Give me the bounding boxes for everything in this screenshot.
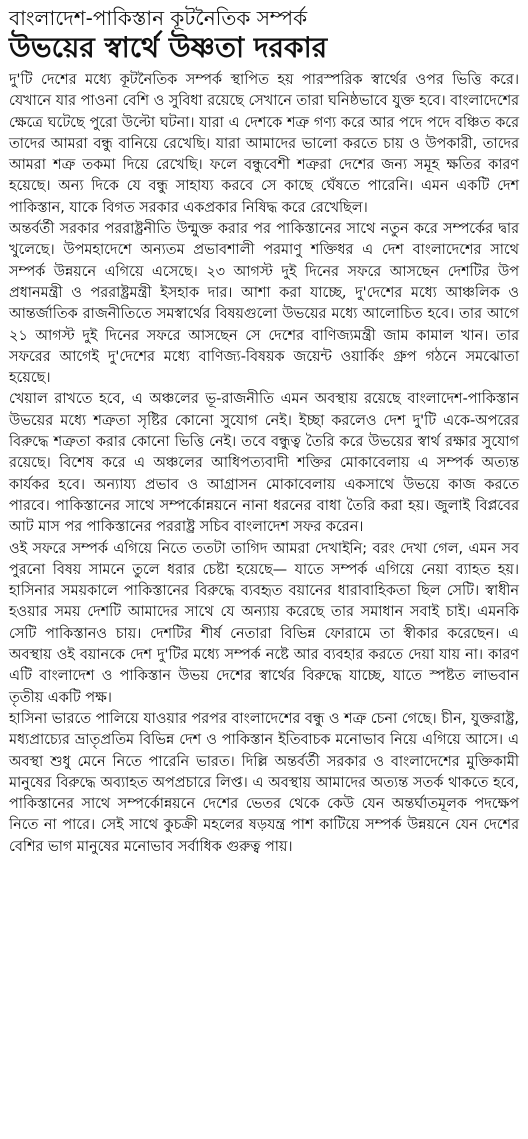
article-headline: উভয়ের স্বার্থে উষ্ণতা দরকার	[9, 31, 328, 64]
article-paragraph: দু'টি দেশের মধ্যে কূটনৈতিক সম্পর্ক স্থাপিত হয় পারস্পরিক স্বার্থের ওপর ভিত্তি করে। যেখানে যার পাওনা বেশি ও সুবিধা রয়েছে সেখানে তারা ঘনিষ্ঠভাবে যুক্ত হবে। বাংলাদেশের ক্ষেত্রে ঘটেছে পুরো উল্টো ঘটনা। যারা এ দেশকে শত্রু গণ্য করে আর পদে পদে বঞ্চিত করে তাদের আমরা বন্ধু বানিয়ে রেখেছি। যারা আমাদের ভালো করতে চায় ও উপকারী, তাদের আমরা শত্রু তকমা দিয়ে রেখেছি। ফলে বন্ধুবেশী শত্রুরা দেশের জন্য সমূহ ক্ষতির কারণ হয়েছে। অন্য দিকে যে বন্ধু সাহায্য করবে সে কাছে ঘেঁষতে পারেনি। এমন একটি দেশ পাকিস্তান, যাকে বিগত সরকার একপ্রকার নিষিদ্ধ করে রেখেছিল।	[9, 72, 519, 216]
article-paragraph: খেয়াল রাখতে হবে, এ অঞ্চলের ভূ-রাজনীতি এমন অবস্থায় রয়েছে বাংলাদেশ-পাকিস্তান উভয়ের মধ্যে শত্রুতা সৃষ্টির কোনো সুযোগ নেই। ইচ্ছা করলেও দেশ দু'টি একে-অপরের বিরুদ্ধে শত্রুতা করার কোনো ভিত্তি নেই। তবে বন্ধুত্ব তৈরি করে উভয়ের স্বার্থ রক্ষার সুযোগ রয়েছে। বিশেষ করে এ অঞ্চলের আধিপত্যবাদী শক্তির মোকাবেলায় এ সম্পর্ক অত্যন্ত কার্যকর হবে। অন্যায্য প্রভাব ও আগ্রাসন মোকাবেলায় একসাথে উভয়ে কাজ করতে পারবে। পাকিস্তানের সাথে সম্পর্কোন্নয়নে নানা ধরনের বাধা তৈরি করা হয়। জুলাই বিপ্লবের আট মাস পর পাকিস্তানের পররাষ্ট্র সচিব বাংলাদেশ সফর করেন।	[9, 391, 519, 536]
article-paragraph: ওই সফরে সম্পর্ক এগিয়ে নিতে ততটা তাগিদ আমরা দেখাইনি; বরং দেখা গেল, এমন সব পুরনো বিষয় সামনে তুলে ধরার চেষ্টা হয়েছে— যাতে সম্পর্ক এগিয়ে নেয়া ব্যাহত হয়। হাসিনার সময়কালে পাকিস্তানের বিরুদ্ধে ব্যবহৃত বয়ানের ধারাবাহিকতা ছিল সেটি। স্বাধীন হওয়ার সময় দেশটি আমাদের সাথে যে অন্যায় করেছে তার সমাধান সবাই চাই। এমনকি সেটি পাকিস্তানও চায়। দেশটির শীর্ষ নেতারা বিভিন্ন ফোরামে তা স্বীকার করেছেন। এ অবস্থায় ওই বয়ানকে দেশ দু'টির মধ্যে সম্পর্ক নষ্টে আর ব্যবহার করতে দেয়া যায় না। কারণ এটি বাংলাদেশ ও পাকিস্তান উভয় দেশের স্বার্থের বিরুদ্ধে যাচ্ছে, যাতে স্পষ্টত লাভবান তৃতীয় একটি পক্ষ।	[9, 540, 519, 706]
article-paragraph: হাসিনা ভারতে পালিয়ে যাওয়ার পরপর বাংলাদেশের বন্ধু ও শত্রু চেনা গেছে। চীন, যুক্তরাষ্ট্র, মধ্যপ্রাচ্যের ভ্রাতৃপ্রতিম বিভিন্ন দেশ ও পাকিস্তান ইতিবাচক মনোভাব নিয়ে এগিয়ে আসে। এ অবস্থা শুধু মেনে নিতে পারেনি ভারত। দিল্লি অন্তর্বর্তী সরকার ও বাংলাদেশের মুক্তিকামী মানুষের বিরুদ্ধে অব্যাহত অপপ্রচারে লিপ্ত। এ অবস্থায় আমাদের অত্যন্ত সতর্ক থাকতে হবে, পাকিস্তানের সাথে সম্পর্কোন্নয়নে দেশের ভেতর থেকে কেউ যেন অন্তর্ঘাতমূলক পদক্ষেপ নিতে না পারে। সেই সাথে কুচক্রী মহলের ষড়যন্ত্র পাশ কাটিয়ে সম্পর্ক উন্নয়নে যেন দেশের বেশির ভাগ মানুষের মনোভাব সর্বাধিক গুরুত্ব পায়।	[9, 710, 519, 855]
article-paragraph: অন্তর্বর্তী সরকার পররাষ্ট্রনীতি উন্মুক্ত করার পর পাকিস্তানের সাথে নতুন করে সম্পর্কের দ্বার খুলেছে। উপমহাদেশে অন্যতম প্রভাবশালী পরমাণু শক্তিধর এ দেশ বাংলাদেশের সাথে সম্পর্ক উন্নয়নে এগিয়ে এসেছে। ২৩ আগস্ট দুই দিনের সফরে আসছেন দেশটির উপ প্রধানমন্ত্রী ও পররাষ্ট্রমন্ত্রী ইসহাক দার। আশা করা যাচ্ছে, দু'দেশের মধ্যে আঞ্চলিক ও আন্তর্জাতিক রাজনীতিতে সমস্বার্থের বিষয়গুলো উভয়ের মধ্যে আলোচিত হবে। তার আগে ২১ আগস্ট দুই দিনের সফরে আসছেন সে দেশের বাণিজ্যমন্ত্রী জাম কামাল খান। তার সফরের আগেই দু'দেশের মধ্যে বাণিজ্য-বিষয়ক জয়েন্ট ওয়ার্কিং গ্রুপ গঠনে সমঝোতা হয়েছে।	[9, 221, 519, 387]
article-body	[9, 70, 519, 858]
article-kicker: বাংলাদেশ-পাকিস্তান কূটনৈতিক সম্পর্ক	[9, 6, 308, 30]
